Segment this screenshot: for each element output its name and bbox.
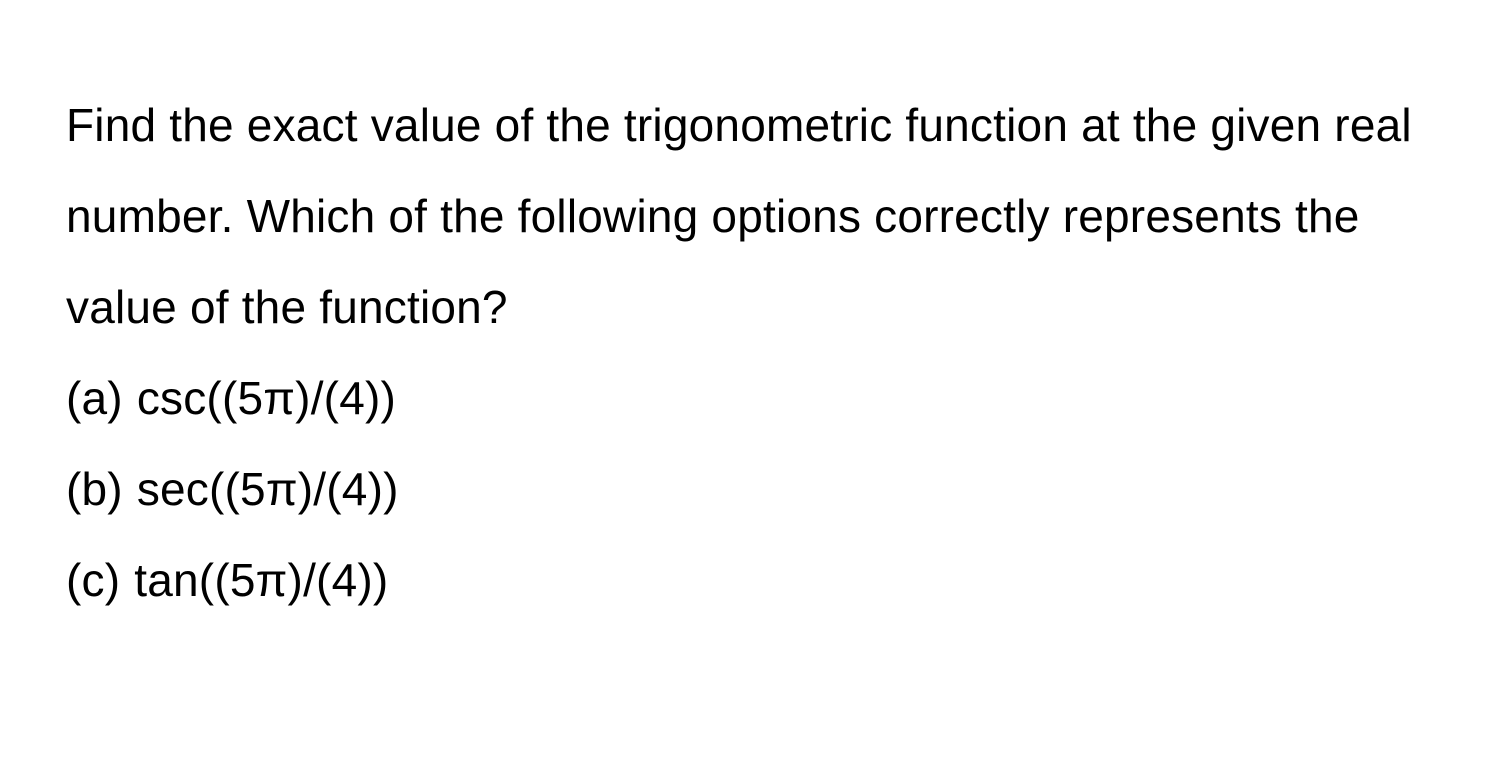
option-b — [66, 444, 1466, 535]
option-b-text: sec((5π)/(4)) — [136, 463, 399, 515]
option-c — [66, 535, 1466, 626]
option-a — [66, 353, 1466, 444]
option-a-label: (a) — [66, 372, 123, 424]
option-a-text: csc((5π)/(4)) — [136, 372, 397, 424]
option-c-text: tan((5π)/(4)) — [134, 554, 389, 606]
option-b-label: (b) — [66, 463, 123, 515]
question-text: Find the exact value of the trigonometric function at the given real number. Which of the following options correctly represents the value of the function? — [66, 99, 1412, 333]
answer-options — [66, 353, 1466, 626]
option-c-label: (c) — [66, 554, 121, 606]
question-document — [66, 80, 1466, 626]
